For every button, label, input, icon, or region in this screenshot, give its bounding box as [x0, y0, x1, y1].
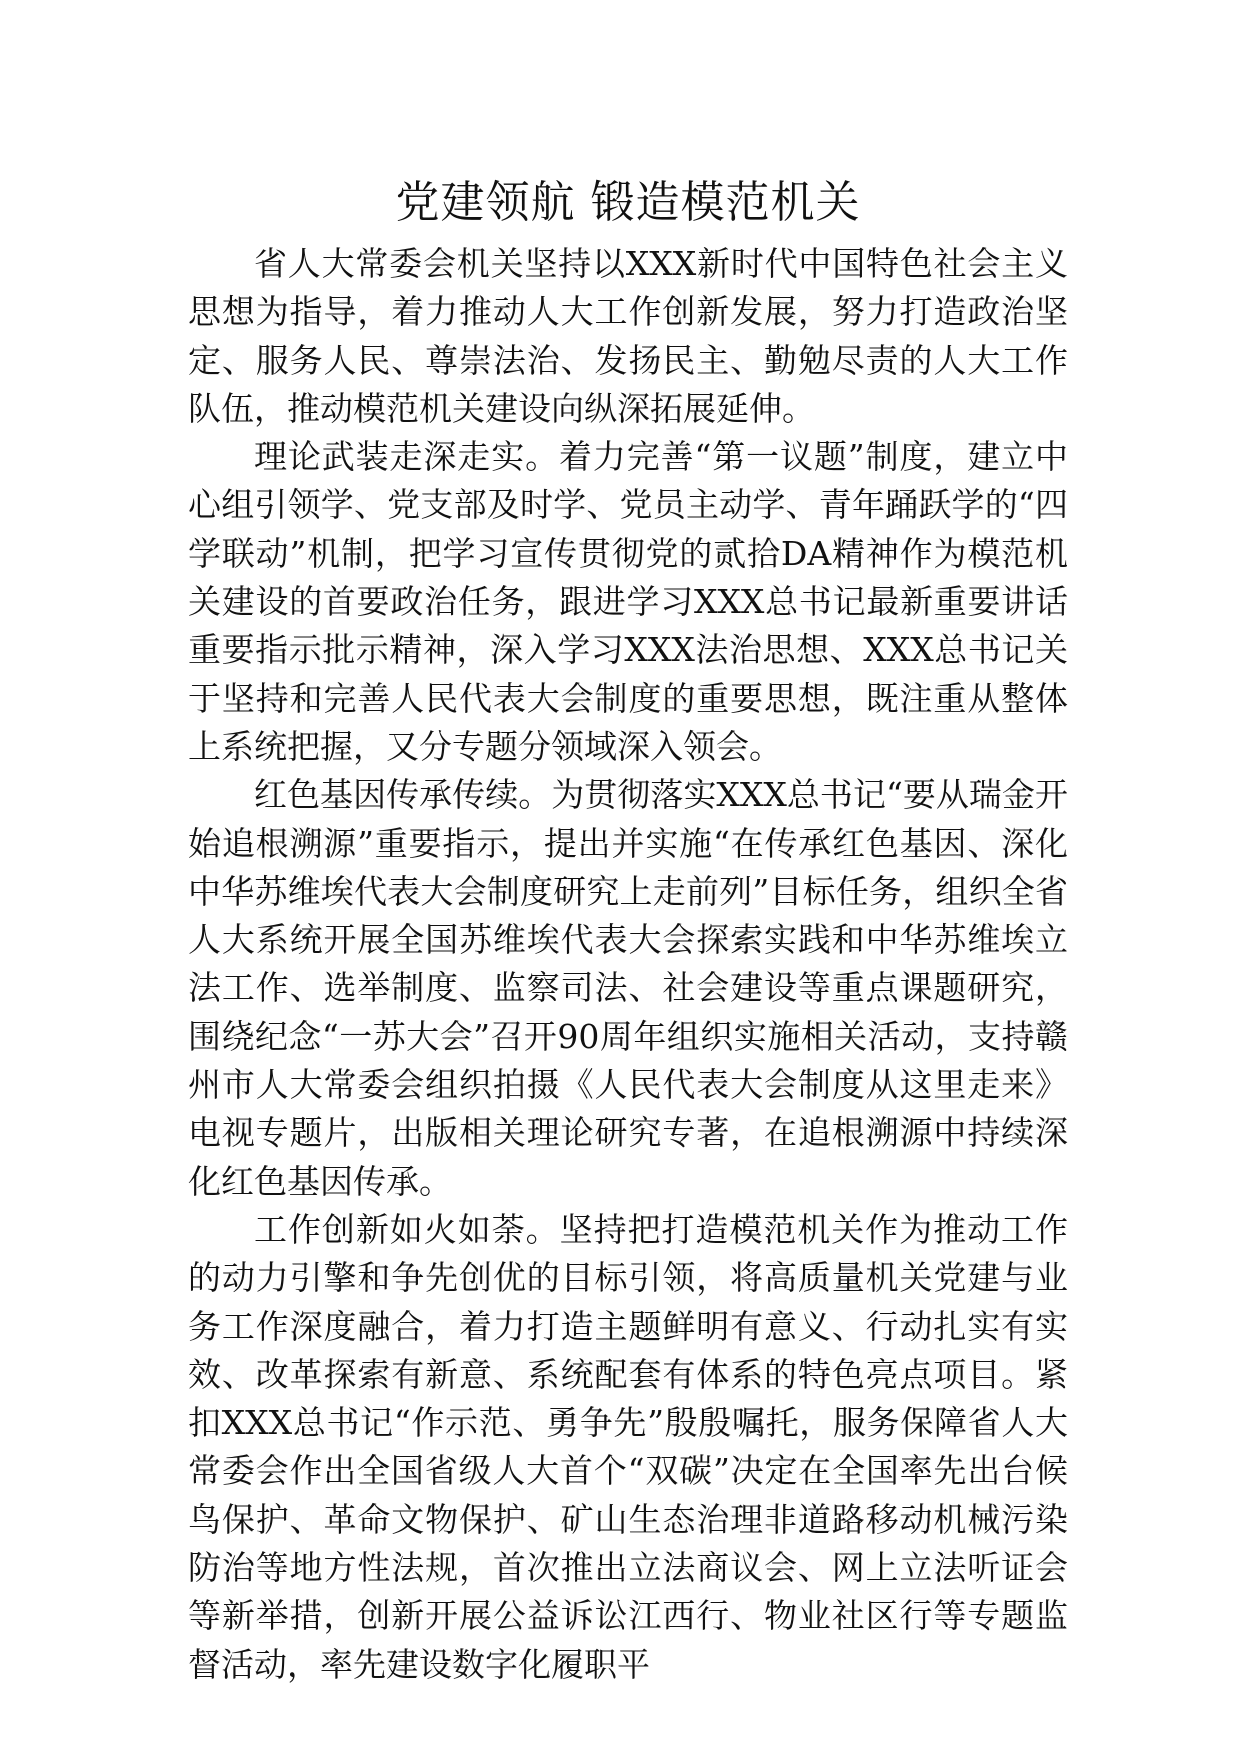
document-body — [188, 240, 1068, 1689]
document-title: 党建领航 锻造模范机关 — [395, 177, 861, 228]
document-page — [188, 0, 1068, 1754]
paragraph-intro: 省人大常委会机关坚持以XXX新时代中国特色社会主义思想为指导，着力推动人大工作创新发展，努力打造政治坚定、服务人民、尊崇法治、发扬民主、勤勉尽责的人大工作队伍，推动模范机关建设向纵深拓展延伸。 — [188, 244, 1068, 428]
paragraph-theory: 理论武装走深走实。着力完善“第一议题”制度，建立中心组引领学、党支部及时学、党员主动学、青年踊跃学的“四学联动”机制，把学习宣传贯彻党的贰拾DA精神作为模范机关建设的首要政治任务，跟进学习XXX总书记最新重要讲话重要指示批示精神，深入学习XXX法治思想、XXX总书记关于坚持和完善人民代表大会制度的重要思想，既注重从整体上系统把握，又分专题分领域深入领会。 — [188, 437, 1068, 766]
paragraph-innovation: 工作创新如火如荼。坚持把打造模范机关作为推动工作的动力引擎和争先创优的目标引领，将高质量机关党建与业务工作深度融合，着力打造主题鲜明有意义、行动扎实有实效、改革探索有新意、系统配套有体系的特色亮点项目。紧扣XXX总书记“作示范、勇争先”殷殷嘱托，服务保障省人大常委会作出全国省级人大首个“双碳”决定在全国率先出台候鸟保护、革命文物保护、矿山生态治理非道路移动机械污染防治等地方性法规，首次推出立法商议会、网上立法听证会等新举措，创新开展公益诉讼江西行、物业社区行等专题监督活动，率先建设数字化履职平 — [188, 1209, 1068, 1684]
paragraph-red-gene: 红色基因传承传续。为贯彻落实XXX总书记“要从瑞金开始追根溯源”重要指示，提出并实施“在传承红色基因、深化中华苏维埃代表大会制度研究上走前列”目标任务，组织全省人大系统开展全国苏维埃代表大会探索实践和中华苏维埃立法工作、选举制度、监察司法、社会建设等重点课题研究，围绕纪念“一苏大会”召开90周年组织实施相关活动，支持赣州市人大常委会组织拍摄《人民代表大会制度从这里走来》电视专题片，出版相关理论研究专著，在追根溯源中持续深化红色基因传承。 — [188, 775, 1068, 1201]
